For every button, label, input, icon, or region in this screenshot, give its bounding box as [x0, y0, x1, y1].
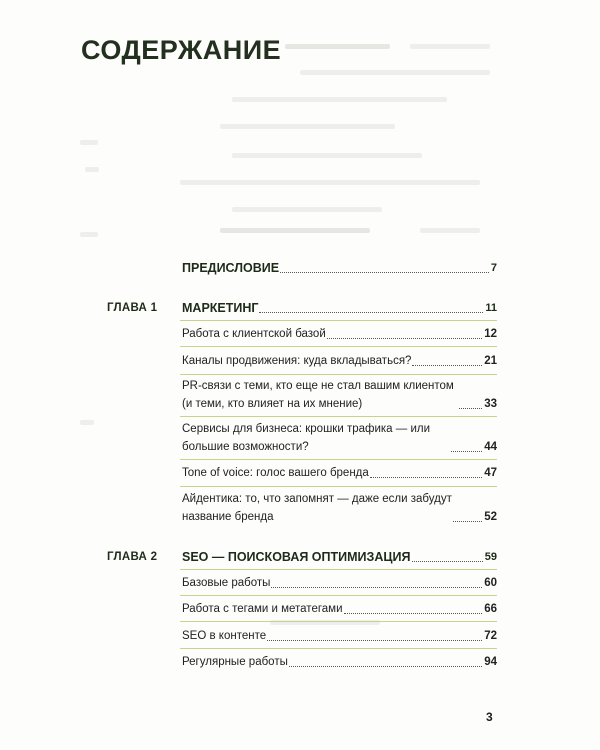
dot-leader — [344, 612, 483, 614]
toc-page-number: 59 — [484, 551, 497, 563]
toc-page-number: 66 — [484, 603, 497, 615]
toc-page-number: 72 — [484, 630, 497, 642]
dot-leader — [370, 476, 482, 478]
toc-entry-title: PR-связи с теми, кто еще не стал вашим клиентом (и теми, кто влияет на их мнение) — [182, 380, 454, 410]
toc-entry-section[interactable] — [182, 420, 497, 456]
chapter-label: ГЛАВА 1 — [107, 302, 158, 314]
toc-entry-title: МАРКЕТИНГ — [182, 301, 259, 315]
dot-leader — [267, 639, 482, 641]
toc-entry-title: Работа с клиентской базой — [182, 328, 326, 340]
toc-entry-title: Работа с тегами и метатегами — [182, 603, 343, 615]
toc-entry-title: Tone of voice: голос вашего бренда — [182, 467, 369, 479]
dot-leader — [451, 450, 482, 452]
dot-leader — [289, 665, 482, 667]
toc-entry-section[interactable] — [182, 627, 497, 645]
divider-line — [180, 486, 497, 487]
toc-entry-title: Базовые работы — [182, 577, 271, 589]
toc-page-number: 47 — [484, 467, 497, 479]
dot-leader — [412, 560, 483, 562]
dot-leader — [327, 337, 482, 339]
toc-entry-title: ПРЕДИСЛОВИЕ — [182, 261, 280, 275]
toc-entry-chapter-1[interactable] — [182, 299, 497, 317]
toc-entry-title: Сервисы для бизнеса: крошки трафика — или большие возможности? — [182, 423, 431, 453]
toc-page-number: 11 — [485, 302, 497, 314]
toc-entry-title: SEO — ПОИСКОВАЯ ОПТИМИЗАЦИЯ — [182, 550, 411, 564]
divider-line — [180, 648, 497, 649]
toc-entry-title: Айдентика: то, что запомнят — даже если забудут название бренда — [182, 493, 452, 523]
toc-page-number: 21 — [484, 355, 497, 367]
toc-entry-preface[interactable] — [182, 259, 497, 277]
toc-page-number: 60 — [484, 577, 497, 589]
divider-line — [180, 459, 497, 460]
toc-entry-title: Регулярные работы — [182, 656, 288, 668]
page-number: 3 — [486, 710, 493, 724]
toc-entry-chapter-2[interactable] — [182, 548, 497, 566]
toc-entry-title: Каналы продвижения: куда вкладываться? — [182, 355, 412, 367]
divider-line — [180, 621, 497, 622]
toc-page-number: 12 — [484, 328, 497, 340]
toc-entry-section[interactable] — [182, 325, 497, 343]
toc-entry-section[interactable] — [182, 352, 497, 370]
toc-page-number: 94 — [484, 656, 497, 668]
dot-leader — [280, 271, 489, 273]
toc-page-number: 33 — [484, 398, 497, 410]
toc-page-number: 44 — [484, 441, 497, 453]
toc-page-number: 52 — [484, 511, 497, 523]
dot-leader — [453, 520, 482, 522]
dot-leader — [271, 586, 482, 588]
dot-leader — [412, 364, 482, 366]
dot-leader — [259, 311, 483, 313]
toc-entry-section[interactable] — [182, 574, 497, 592]
divider-line — [180, 569, 497, 570]
toc-entry-section[interactable] — [182, 464, 497, 482]
toc-entry-section[interactable] — [182, 653, 497, 671]
divider-line — [180, 320, 497, 321]
toc-entry-title: SEO в контенте — [182, 630, 267, 642]
chapter-label: ГЛАВА 2 — [107, 551, 158, 563]
page-title: СОДЕРЖАНИЕ — [81, 35, 282, 65]
toc-entry-section[interactable] — [182, 600, 497, 618]
dot-leader — [459, 407, 482, 409]
divider-line — [180, 374, 497, 375]
divider-line — [180, 416, 497, 417]
toc-entry-section[interactable] — [182, 490, 497, 526]
toc-page-number: 7 — [490, 262, 497, 274]
divider-line — [180, 346, 497, 347]
toc-entry-section[interactable] — [182, 377, 497, 413]
divider-line — [180, 595, 497, 596]
